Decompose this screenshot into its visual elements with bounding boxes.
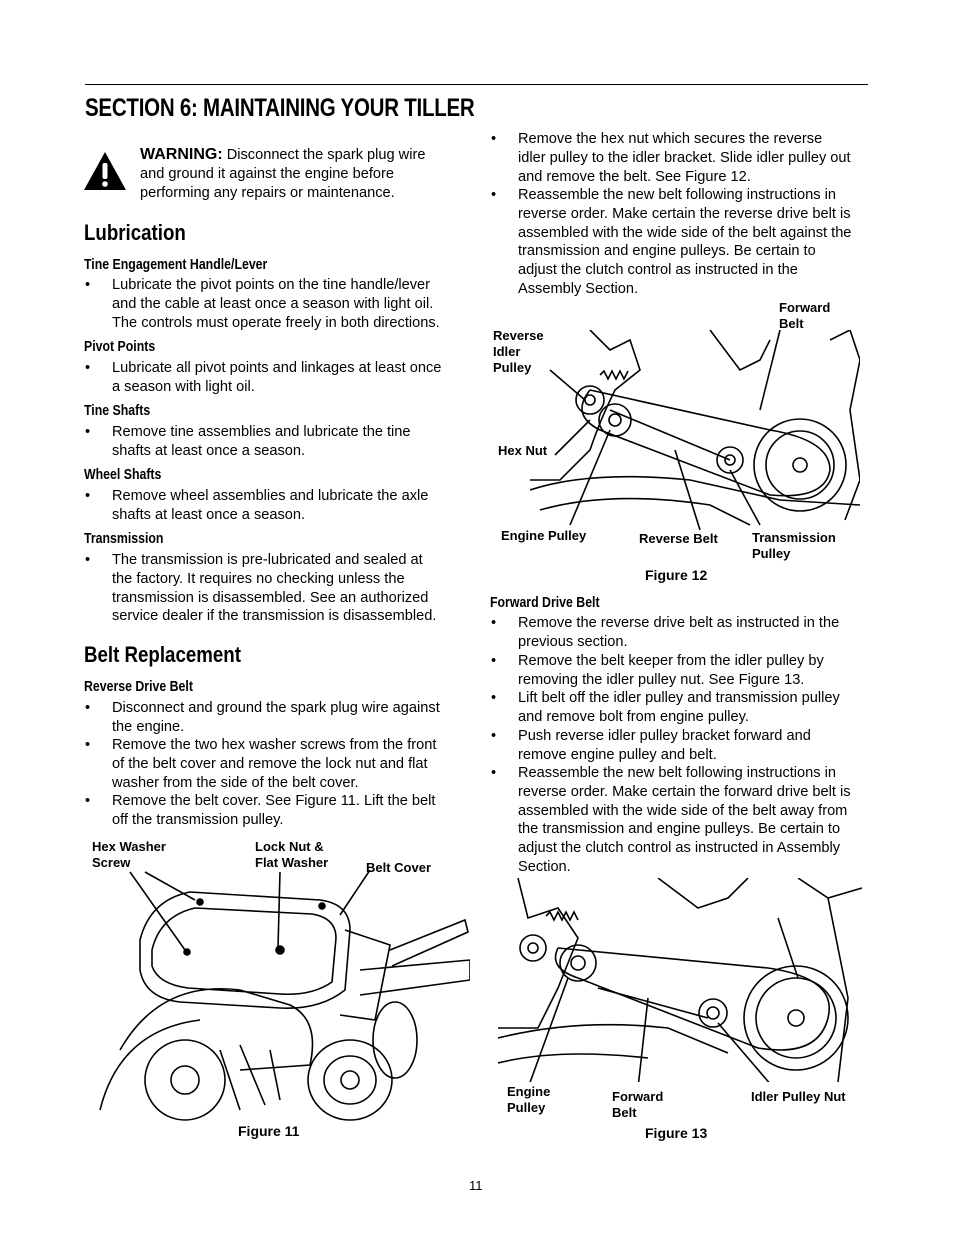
bullet-line: remove engine pulley and belt. [518, 746, 717, 763]
bullet-dot: • [85, 700, 91, 716]
bullet-dot: • [85, 277, 91, 293]
bullet-line: a season with light oil. [112, 378, 255, 395]
subheading-transmission: Transmission [84, 531, 164, 547]
subheading-pivot-points: Pivot Points [84, 339, 156, 355]
bullet-line: transmission is disassembled. See an authorized [112, 589, 429, 606]
label-line: Engine [507, 1084, 551, 1099]
warning-label: WARNING: [140, 146, 223, 163]
bullet-line: assembled with the wide side of the belt away from [518, 802, 848, 819]
bullet-line: reverse order. Make certain the reverse drive belt is [518, 205, 851, 222]
bullet-line: Remove the belt keeper from the idler pulley by [518, 653, 824, 669]
bullet-line: adjust the clutch control as instructed in Assembly [518, 840, 841, 857]
bullet-line: assembled with the wide side of the belt against the [518, 224, 852, 241]
bullet-line: Push reverse idler pulley bracket forward and [518, 728, 811, 744]
figure-11-caption: Figure 11 [238, 1123, 300, 1139]
bullet-line: The controls must operate freely in both directions. [112, 314, 440, 331]
bullet-line: shafts at least once a season. [112, 442, 306, 459]
warning-line: and ground it against the engine before [140, 165, 394, 182]
label-transmission-pulley [752, 530, 836, 562]
bullet-line: washer from the side of the belt cover. [112, 774, 359, 791]
label-engine-pulley: Engine Pulley [501, 528, 587, 543]
bullet-line: Remove tine assemblies and lubricate the tine [112, 424, 411, 440]
bullet-dot: • [85, 360, 91, 376]
bullet-line: shafts at least once a season. [112, 506, 306, 523]
bullet-dot: • [85, 424, 91, 440]
bullet-dot: • [491, 728, 497, 744]
header-rule [85, 84, 868, 85]
bullet-line: Remove the two hex washer screws from the front [112, 737, 437, 753]
warning-text [140, 146, 460, 202]
bullet-dot: • [491, 187, 497, 203]
bullet-line: the engine. [112, 718, 185, 735]
bullet-line: Remove the belt cover. See Figure 11. Lift the belt [112, 793, 436, 809]
bullet-line: Remove the hex nut which secures the reverse [518, 131, 823, 147]
label-line: Transmission [752, 530, 836, 545]
subheading-tine-shafts: Tine Shafts [84, 403, 151, 419]
section-title: SECTION 6: MAINTAINING YOUR TILLER [85, 94, 475, 122]
bullet-line: adjust the clutch control as instructed in the [518, 262, 798, 279]
bullet-dot: • [491, 690, 497, 706]
bullet-dot: • [85, 737, 91, 753]
label-reverse-belt: Reverse Belt [639, 531, 718, 546]
label-line: Forward [612, 1089, 664, 1104]
bullet-line: and remove bolt from engine pulley. [518, 708, 749, 725]
label-forward-belt [779, 300, 830, 332]
label-line: Pulley [507, 1100, 546, 1115]
figure-12-caption: Figure 12 [645, 567, 708, 583]
bullet-line: service dealer if the transmission is disassembled. [112, 608, 437, 625]
label-line: Flat Washer [255, 855, 329, 870]
label-idler-pulley-nut: Idler Pulley Nut [751, 1089, 846, 1104]
bullet-line: off the transmission pulley. [112, 811, 284, 828]
subheading-forward-drive-belt: Forward Drive Belt [490, 595, 600, 611]
bullet-line: removing the idler pulley nut. See Figure 13. [518, 671, 805, 688]
label-hex-nut: Hex Nut [498, 443, 548, 458]
label-line: Forward [779, 300, 831, 315]
bullet-line: reverse order. Make certain the forward drive belt is [518, 783, 851, 800]
label-line: Belt [612, 1105, 637, 1120]
bullet-dot: • [85, 552, 91, 568]
bullet-dot: • [491, 615, 497, 631]
bullet-dot: • [491, 131, 497, 147]
label-line: Screw [92, 855, 131, 870]
bullet-line: idler pulley to the idler bracket. Slide idler pulley out [518, 149, 851, 166]
figure-12-belt-illustration [530, 330, 860, 530]
label-line: Pulley [493, 360, 532, 375]
figure-13-belt-illustration [498, 878, 862, 1082]
bullet-line: Remove the reverse drive belt as instructed in the [518, 615, 840, 631]
warning-line: performing any repairs or maintenance. [140, 184, 395, 201]
bullet-line: Section. [518, 858, 571, 875]
label-line: Lock Nut & [255, 839, 324, 854]
subheading-wheel-shafts: Wheel Shafts [84, 467, 162, 483]
label-line: Idler [493, 344, 521, 359]
bullet-line: Lift belt off the idler pulley and transmission pulley [518, 690, 840, 706]
bullet-dot: • [85, 793, 91, 809]
warning-triangle-icon [82, 150, 128, 192]
lubrication-heading: Lubrication [84, 220, 186, 245]
bullet-line: Reassemble the new belt following instructions in [518, 187, 836, 203]
label-line: Reverse [493, 328, 544, 343]
bullet-line: Reassemble the new belt following instructions in [518, 765, 836, 781]
label-line: Pulley [752, 546, 791, 561]
figure-13-caption: Figure 13 [645, 1125, 708, 1141]
bullet-line: Remove wheel assemblies and lubricate the axle [112, 488, 429, 504]
bullet-line: transmission and engine pulleys. Be certain to [518, 243, 816, 260]
bullet-dot: • [85, 488, 91, 504]
label-engine-pulley [507, 1084, 550, 1116]
bullet-line: Lubricate the pivot points on the tine handle/lever [112, 277, 431, 293]
label-line: Belt [779, 316, 804, 331]
label-lock-nut [255, 839, 328, 871]
bullet-line: Lubricate all pivot points and linkages at least once [112, 360, 442, 376]
belt-replacement-heading: Belt Replacement [84, 642, 241, 667]
label-belt-cover: Belt Cover [366, 860, 432, 875]
subheading-reverse-drive-belt: Reverse Drive Belt [84, 679, 193, 695]
bullet-dot: • [491, 653, 497, 669]
label-line: Hex Washer [92, 839, 166, 854]
bullet-line: Assembly Section. [518, 280, 639, 297]
figure-11-tiller-illustration [90, 870, 470, 1122]
bullet-line: of the belt cover and remove the lock nut and flat [112, 755, 428, 772]
subheading-tine-engagement: Tine Engagement Handle/Lever [84, 257, 268, 273]
bullet-line: and remove the belt. See Figure 12. [518, 168, 751, 185]
bullet-line: previous section. [518, 633, 628, 650]
bullet-line: and the cable at least once a season with light oil. [112, 295, 434, 312]
bullet-dot: • [491, 765, 497, 781]
page-number: 11 [469, 1178, 483, 1193]
bullet-line: Disconnect and ground the spark plug wire against [112, 700, 440, 716]
warning-line: Disconnect the spark plug wire [222, 147, 426, 163]
label-hex-washer-screw [92, 839, 166, 871]
label-forward-belt [612, 1089, 663, 1121]
bullet-line: The transmission is pre-lubricated and sealed at [112, 552, 423, 568]
bullet-line: the transmission and engine pulleys. Be certain to [518, 821, 841, 838]
bullet-line: the factory. It requires no checking unless the [112, 570, 405, 587]
